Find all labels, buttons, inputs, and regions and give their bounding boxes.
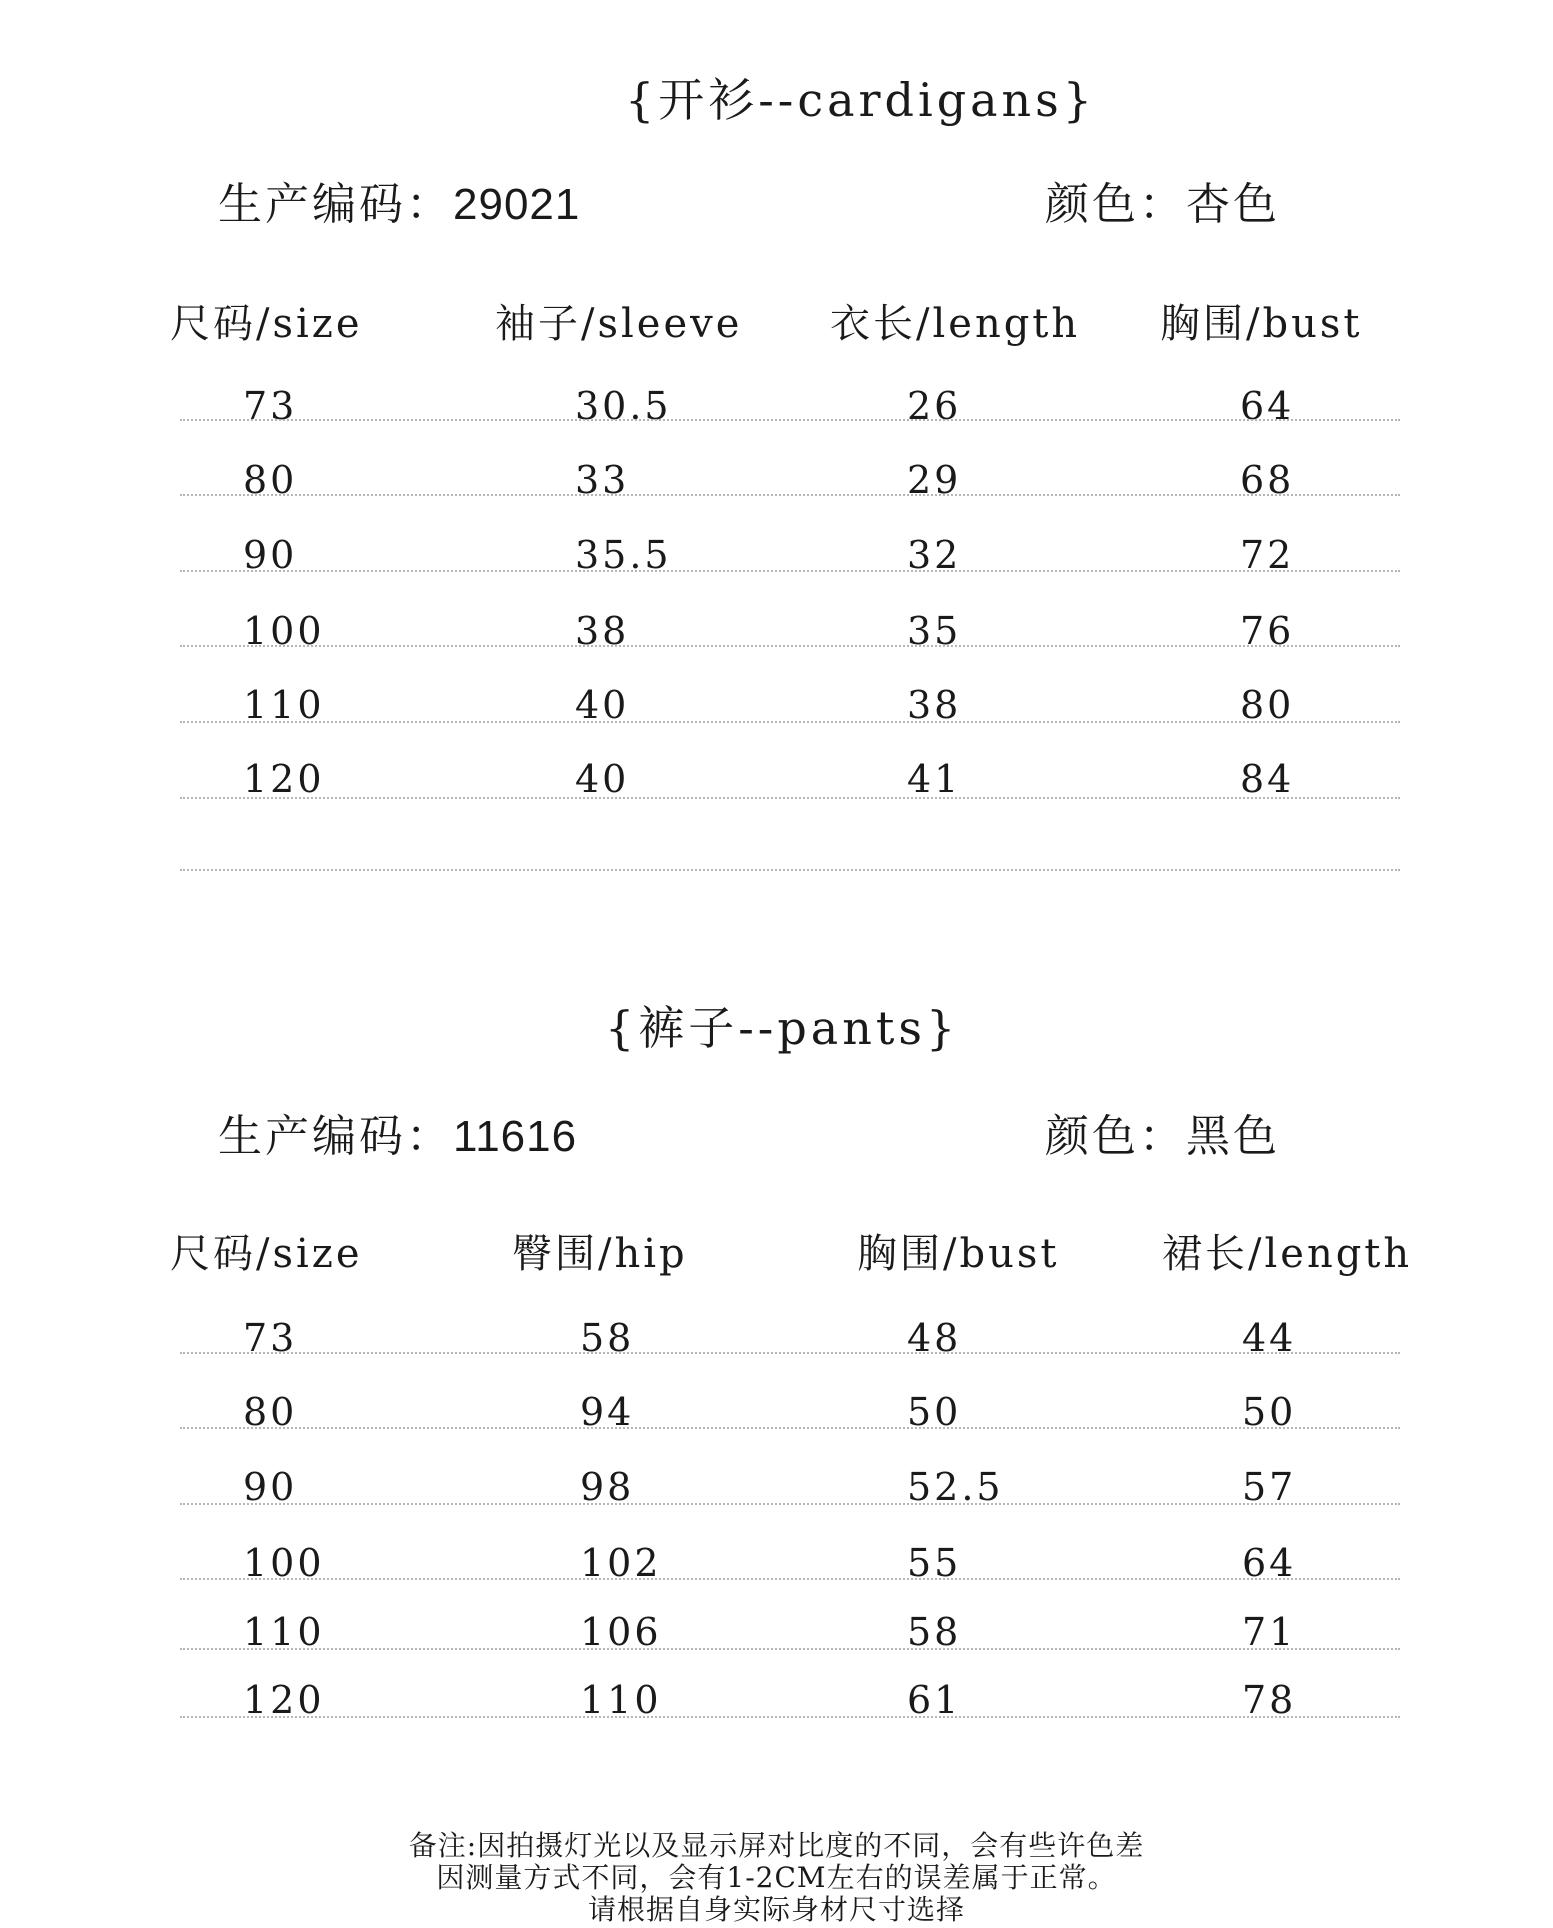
table-cell: 26 (907, 384, 962, 428)
table-cell: 58 (907, 1610, 962, 1654)
row-divider (180, 1578, 1400, 1580)
table-cell: 35 (907, 609, 962, 653)
table-cell: 29 (907, 458, 962, 502)
table-cell: 71 (1242, 1610, 1297, 1654)
note-line-3: 请根据自身实际身材尺寸选择 (587, 1893, 965, 1926)
table-cell: 38 (907, 683, 962, 727)
table-cell: 72 (1240, 533, 1295, 577)
table-cell: 120 (243, 757, 325, 801)
cardigans-header-length: 衣长/length (830, 301, 1081, 347)
table-cell: 38 (575, 609, 630, 653)
note-line-2: 因测量方式不同，会有1-2CM左右的误差属于正常。 (436, 1861, 1117, 1894)
table-cell: 48 (907, 1316, 962, 1360)
table-cell: 100 (243, 609, 325, 653)
pants-header-hip: 臀围/hip (512, 1231, 688, 1277)
cardigans-code (218, 168, 580, 232)
table-cell: 52.5 (907, 1465, 1004, 1509)
table-cell: 32 (907, 533, 962, 577)
table-cell: 68 (1240, 458, 1295, 502)
table-cell: 106 (580, 1610, 662, 1654)
table-cell: 120 (243, 1678, 325, 1722)
table-cell: 64 (1240, 384, 1295, 428)
row-divider (180, 797, 1400, 799)
table-cell: 84 (1240, 757, 1295, 801)
table-cell: 30.5 (575, 384, 672, 428)
table-cell: 50 (1242, 1390, 1297, 1434)
table-cell: 50 (907, 1390, 962, 1434)
pants-header-length: 裙长/length (1162, 1231, 1413, 1277)
table-cell: 80 (1240, 683, 1295, 727)
table-cell: 55 (907, 1541, 962, 1585)
table-cell: 90 (243, 533, 298, 577)
pants-title: {裤子--pants} (605, 1001, 960, 1055)
table-cell: 58 (580, 1316, 635, 1360)
cardigans-color-value: 杏色 (1186, 179, 1280, 230)
row-divider (180, 1352, 1400, 1354)
table-cell: 61 (907, 1678, 962, 1722)
table-cell: 40 (575, 683, 630, 727)
row-divider (180, 419, 1400, 421)
table-cell: 35.5 (575, 533, 672, 577)
table-cell: 44 (1242, 1316, 1297, 1360)
cardigans-color-label: 颜色： (1045, 179, 1186, 230)
table-cell: 90 (243, 1465, 298, 1509)
table-cell: 80 (243, 1390, 298, 1434)
table-cell: 40 (575, 757, 630, 801)
row-divider (180, 1648, 1400, 1650)
table-cell: 100 (243, 1541, 325, 1585)
table-cell: 78 (1242, 1678, 1297, 1722)
row-divider (180, 494, 1400, 496)
table-cell: 110 (243, 683, 325, 727)
row-divider (180, 1427, 1400, 1429)
table-cell: 80 (243, 458, 298, 502)
row-divider (180, 721, 1400, 723)
pants-header-bust: 胸围/bust (857, 1231, 1060, 1277)
pants-code-label: 生产编码： (218, 1111, 453, 1162)
pants-color-value: 黑色 (1186, 1111, 1280, 1162)
pants-header-size: 尺码/size (170, 1231, 363, 1277)
cardigans-header-sleeve: 袖子/sleeve (495, 301, 743, 347)
row-divider (180, 645, 1400, 647)
cardigans-code-value: 29021 (453, 180, 581, 229)
cardigans-color (1045, 168, 1280, 232)
table-cell: 64 (1242, 1541, 1297, 1585)
cardigans-header-size: 尺码/size (170, 301, 363, 347)
row-divider (180, 570, 1400, 572)
table-cell: 41 (907, 757, 962, 801)
pants-code-value: 11616 (453, 1112, 578, 1161)
cardigans-header-bust: 胸围/bust (1160, 301, 1363, 347)
row-divider (180, 1503, 1400, 1505)
note-line-1: 备注:因拍摄灯光以及显示屏对比度的不同，会有些许色差 (408, 1829, 1145, 1862)
row-divider (180, 1716, 1400, 1718)
cardigans-code-label: 生产编码： (218, 179, 453, 230)
table-cell: 98 (580, 1465, 635, 1509)
cardigans-title: {开衫--cardigans} (625, 73, 1097, 127)
table-cell: 94 (580, 1390, 635, 1434)
table-cell: 73 (243, 384, 298, 428)
pants-code (218, 1100, 577, 1164)
table-cell: 57 (1242, 1465, 1297, 1509)
table-cell: 110 (580, 1678, 662, 1722)
pants-color (1045, 1100, 1280, 1164)
table-cell: 76 (1240, 609, 1295, 653)
table-cell: 102 (580, 1541, 662, 1585)
table-cell: 33 (575, 458, 630, 502)
table-cell: 110 (243, 1610, 325, 1654)
table-cell: 73 (243, 1316, 298, 1360)
pants-color-label: 颜色： (1045, 1111, 1186, 1162)
row-divider (180, 869, 1400, 871)
